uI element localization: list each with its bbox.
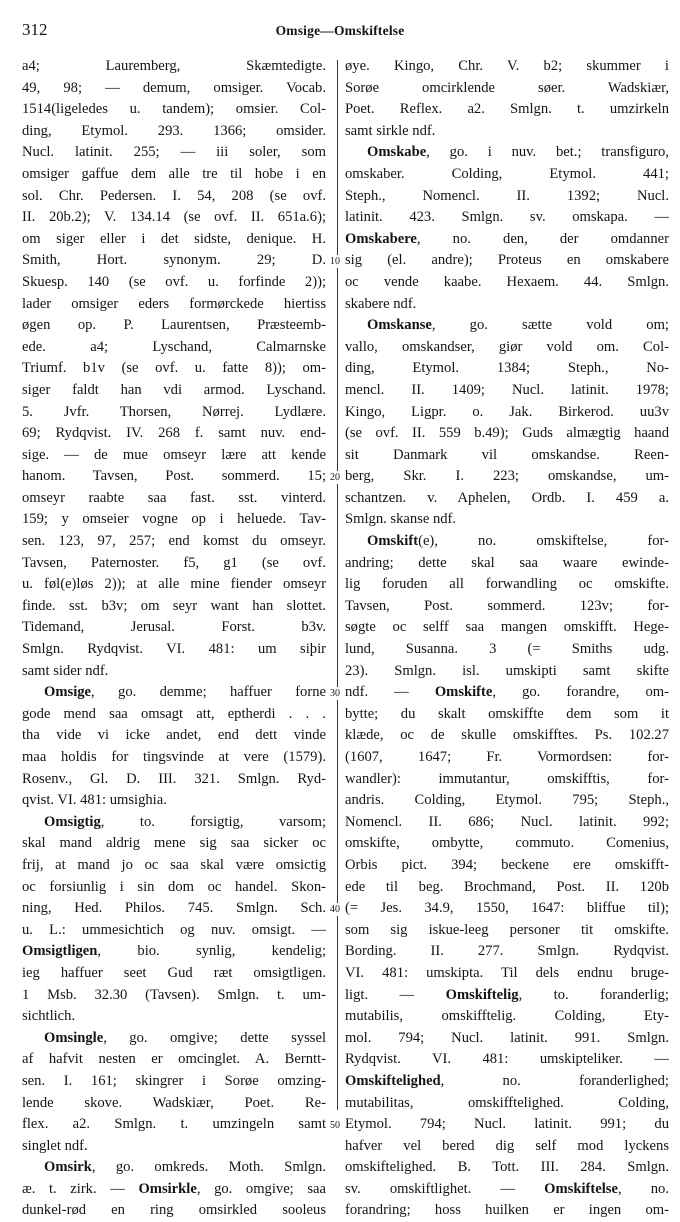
text-line	[22, 186, 326, 208]
text-line	[345, 963, 669, 985]
line-text: , go. forandre, om-	[492, 684, 669, 701]
line-text: ding, Etymol. 293. 1366; omsider.	[22, 122, 326, 139]
line-text: omsiger gaffue dem alle tre til hobe i en	[22, 165, 326, 182]
line-text: 1514(ligeledes u. tandem); omsier. Col-	[22, 101, 326, 118]
line-text: , go. omgive; dette syssel	[103, 1029, 326, 1046]
line-text: Poet. Reflex. a2. Smlgn. t. umzirkeln	[345, 101, 669, 118]
line-text: skabere ndf.	[345, 295, 417, 312]
text-line	[345, 790, 669, 812]
text-line	[22, 1071, 326, 1093]
margin-line-number: 20	[326, 471, 344, 484]
line-text: qvist. VI. 481: umsighia.	[22, 792, 167, 809]
line-text: Sorøe omcirklende søer. Wadskiær,	[345, 79, 669, 96]
text-line	[345, 423, 669, 445]
margin-line-number: 10	[326, 255, 344, 268]
text-line	[22, 963, 326, 985]
line-text: frij, at mand jo oc saa skal være omsictig	[22, 856, 326, 873]
line-text: 49, 98; — demum, omsiger. Vocab.	[22, 79, 326, 96]
line-text: (e), no. omskiftelse, for-	[418, 533, 669, 550]
line-text: søgte oc selff saa mangen omskifft. Hege-	[345, 619, 669, 636]
line-text: VI. 481: umskipta. Til dels endnu bruge-	[345, 964, 669, 981]
text-line	[345, 747, 669, 769]
line-text: Etymol. 794; Nucl. latinit. 991; du	[345, 1116, 669, 1133]
text-line	[22, 272, 326, 294]
text-line	[345, 704, 669, 726]
text-line	[345, 682, 669, 704]
line-text: a4; Lauremberg, Skæmtedigte.	[22, 58, 326, 74]
line-text: ndf. —	[345, 684, 435, 701]
line-text: , no. den, der omdanner	[416, 230, 669, 247]
headword: Omsigtligen	[22, 943, 98, 960]
line-text: Steph., Nomencl. II. 1392; Nucl.	[345, 187, 669, 204]
text-line	[345, 99, 669, 121]
line-text: sen. 123, 97, 257; end komst du omseyr.	[22, 533, 326, 550]
text-line	[22, 1179, 326, 1201]
text-line	[22, 402, 326, 424]
text-line	[345, 769, 669, 791]
text-line	[22, 639, 326, 661]
text-line	[345, 78, 669, 100]
line-text: forandring; hoss huilken er ingen om-	[345, 1202, 669, 1219]
text-line	[345, 531, 669, 553]
line-text: æ. t. zirk. —	[22, 1180, 139, 1197]
text-line	[22, 877, 326, 899]
line-text: af hafvit nesten er omcinglet. A. Berntt-	[22, 1051, 326, 1068]
line-text: singlet ndf.	[22, 1137, 88, 1154]
line-text: andris. Colding, Etymol. 795; Steph.,	[345, 792, 669, 809]
text-line	[22, 661, 326, 683]
text-line	[345, 1049, 669, 1071]
line-text: Smith, Hort. synonym. 29; D.	[22, 252, 326, 269]
text-line	[345, 877, 669, 899]
line-text: gode mend saa omsagt att, eptherdi . . .	[22, 705, 326, 722]
line-text: oc forsiunlig i sin dom oc handel. Skon-	[22, 878, 326, 895]
line-text: ding, Etymol. 1384; Steph., No-	[345, 360, 669, 377]
text-line	[22, 1157, 326, 1179]
text-line	[22, 898, 326, 920]
headword: Omskift	[367, 533, 419, 550]
line-text: (= Jes. 34.9, 1550, 1647: bliffue til);	[345, 900, 669, 917]
text-line	[22, 1093, 326, 1115]
line-text: , go. omgive; saa	[196, 1180, 326, 1197]
line-text: Smlgn. Rydqvist. VI. 481: um siþir	[22, 641, 326, 658]
line-text: 159; y omseier vogne op i heluede. Tav-	[22, 511, 326, 528]
text-line	[345, 1071, 669, 1093]
text-line	[345, 1028, 669, 1050]
line-text: mutabilitas, omskifftelighed. Colding,	[345, 1094, 669, 1111]
text-line	[22, 445, 326, 467]
text-line	[345, 164, 669, 186]
line-text: ligt. —	[345, 986, 446, 1003]
text-line	[345, 639, 669, 661]
text-line	[345, 833, 669, 855]
text-line	[22, 553, 326, 575]
text-line	[345, 229, 669, 251]
line-text: hanom. Tavsen, Post. sommerd. 15;	[22, 468, 326, 485]
text-line	[22, 466, 326, 488]
text-line	[22, 294, 326, 316]
line-text: u. L.: ummesichtich og nuv. omsigt. —	[22, 921, 326, 938]
line-text: klæde, oc de skulle omskifftes. Ps. 102.27	[345, 727, 669, 744]
text-line	[22, 682, 326, 704]
text-line	[345, 358, 669, 380]
text-line	[345, 898, 669, 920]
line-text: Rosenv., Gl. D. III. 321. Smlgn. Ryd-	[22, 770, 326, 787]
line-text: 23). Smlgn. isl. umskipti samt skifte	[345, 662, 669, 679]
text-line	[345, 142, 669, 164]
text-line	[345, 985, 669, 1007]
line-text: oc vende kaabe. Hexaem. 44. Smlgn.	[345, 273, 669, 290]
line-text: sit Danmark vil omskandse. Reen-	[345, 446, 669, 463]
text-line	[22, 358, 326, 380]
line-text: Rydqvist. VI. 481: umskipteliker. —	[345, 1051, 669, 1068]
line-text: u. føl(e)løs 2)); at alle mine fiender omseyr	[22, 576, 326, 593]
text-line	[22, 985, 326, 1007]
text-line	[345, 920, 669, 942]
line-text: 5. Jvfr. Thorsen, Nørrej. Lydlære.	[22, 403, 326, 420]
text-line	[22, 78, 326, 100]
line-text: Kingo, Ligpr. o. Jak. Birkerod. uu3v	[345, 403, 669, 420]
text-line	[22, 833, 326, 855]
line-text: omseyr raabte saa fast. sst. vinterd.	[22, 489, 326, 506]
headword: Omskiftelse	[544, 1180, 618, 1197]
line-text: (1607, 1647; Fr. Vormordsen: for-	[345, 749, 669, 765]
line-text: hafver vel bered dig self mod lyckens	[345, 1137, 669, 1154]
text-line	[22, 1114, 326, 1136]
line-text: andring; dette skal saa waare ewinde-	[345, 554, 669, 571]
line-text: , to. foranderlig;	[518, 986, 669, 1003]
text-line	[345, 272, 669, 294]
line-text: , go. omkreds. Moth. Smlgn.	[91, 1159, 326, 1176]
text-line	[345, 1114, 669, 1136]
text-line	[345, 574, 669, 596]
text-line	[345, 488, 669, 510]
text-line	[22, 1049, 326, 1071]
text-line	[22, 1136, 326, 1158]
line-text: omskiftelighed. B. Tott. III. 284. Smlgn.	[345, 1159, 669, 1176]
line-text: Bording. II. 277. Smlgn. Rydqvist.	[345, 943, 669, 960]
text-line	[22, 941, 326, 963]
text-line	[22, 250, 326, 272]
headword: Omsirkle	[138, 1180, 197, 1197]
line-text: som sig iskue-leeg personer tit omskifte.	[345, 921, 669, 938]
line-text: sv. omskiftlighet. —	[345, 1180, 545, 1197]
page-number: 312	[22, 20, 48, 39]
text-line	[345, 466, 669, 488]
text-line	[345, 1157, 669, 1179]
line-text: Smlgn. skanse ndf.	[345, 511, 457, 528]
line-text: Skuesp. 140 (se ovf. u. forfinde 2));	[22, 273, 326, 290]
line-text: omskaber. Colding, Etymol. 441;	[345, 165, 669, 182]
line-text: Nomencl. II. 686; Nucl. latinit. 992;	[345, 813, 669, 830]
margin-line-number: 30	[326, 687, 344, 700]
line-text: Triumf. b1v (se ovf. u. fatte 8)); om-	[22, 360, 326, 377]
line-text: skal mand aldrig mene sig saa sicker oc	[22, 835, 326, 852]
line-text: mutabilis, omskifftelig. Colding, Ety-	[345, 1008, 669, 1025]
headword: Omskiftelig	[445, 986, 519, 1003]
line-text: , no. foranderlighed;	[440, 1072, 669, 1089]
text-line	[22, 1028, 326, 1050]
line-text: berg, Skr. I. 223; omskandse, um-	[345, 468, 669, 485]
text-line	[22, 380, 326, 402]
text-line	[345, 250, 669, 272]
text-line	[22, 1200, 326, 1222]
text-line	[345, 445, 669, 467]
line-text: mol. 794; Nucl. latinit. 991. Smlgn.	[345, 1029, 669, 1046]
line-text: Tidemand, Jerusal. Forst. b3v.	[22, 619, 326, 636]
margin-line-number: 50	[326, 1119, 344, 1132]
text-line	[22, 423, 326, 445]
line-text: schantzen. v. Aphelen, Ordb. I. 459 a.	[345, 489, 669, 506]
text-line	[22, 574, 326, 596]
text-line	[345, 941, 669, 963]
line-text: , go. i nuv. bet.; transfiguro,	[426, 144, 669, 161]
line-text: sichtlich.	[22, 1008, 76, 1025]
text-line	[345, 294, 669, 316]
headword: Omskabe	[367, 144, 427, 161]
text-line	[22, 812, 326, 834]
line-text: lig foruden all forwandling oc omskifte.	[345, 576, 669, 593]
text-line	[22, 790, 326, 812]
text-line	[345, 661, 669, 683]
line-text: Nucl. latinit. 255; — iii soler, som	[22, 144, 326, 161]
headword: Omsigtig	[44, 813, 101, 830]
line-text: mencl. II. 1409; Nucl. latinit. 1978;	[345, 381, 669, 398]
line-text: flex. a2. Smlgn. t. umzingeln samt	[22, 1116, 326, 1133]
line-text: sige. — de mue omseyr lære att kende	[22, 446, 326, 463]
text-line	[345, 402, 669, 424]
text-line	[345, 553, 669, 575]
text-line	[345, 1136, 669, 1158]
line-text: Tavsen, Paternoster. f5, g1 (se ovf.	[22, 554, 326, 571]
line-text: II. 20b.2); V. 134.14 (se ovf. II. 651a.6);	[22, 209, 326, 226]
line-text: , to. forsigtig, varsom;	[100, 813, 326, 830]
text-line	[345, 337, 669, 359]
right-column	[345, 56, 669, 1222]
text-line	[22, 531, 326, 553]
text-line	[22, 56, 326, 78]
text-line	[22, 1006, 326, 1028]
line-text: bytte; du skalt omskiffte dem som it	[345, 705, 669, 722]
line-text: , go. sætte vold om;	[431, 317, 669, 334]
line-text: lund, Susanna. 3 (= Smiths udg.	[345, 641, 669, 658]
text-line	[22, 596, 326, 618]
text-line	[22, 164, 326, 186]
column-divider	[337, 60, 338, 1110]
line-text: dunkel-rød en ring omsirkled sooleus	[22, 1202, 326, 1219]
text-line	[22, 617, 326, 639]
line-text: lende skove. Wadskiær, Poet. Re-	[22, 1094, 326, 1111]
line-text: , no.	[617, 1180, 669, 1197]
text-line	[345, 812, 669, 834]
line-text: samt sirkle ndf.	[345, 122, 436, 139]
line-text: (se ovf. II. 559 b.49); Guds almægtig haand	[345, 425, 669, 442]
text-line	[22, 121, 326, 143]
text-line	[22, 337, 326, 359]
line-text: lader omsiger eders formørckede hiertiss	[22, 295, 326, 312]
page-header	[0, 20, 680, 44]
headword: Omskanse	[367, 317, 432, 334]
left-column	[22, 56, 326, 1222]
text-line	[345, 56, 669, 78]
text-line	[22, 315, 326, 337]
line-text: ede. a4; Lyschand, Calmarnske	[22, 338, 326, 355]
line-text: sen. I. 161; skingrer i Sorøe omzing-	[22, 1072, 326, 1089]
text-line	[345, 1200, 669, 1222]
line-text: ning, Hed. Philos. 745. Smlgn. Sch.	[22, 900, 326, 917]
line-text: Tavsen, Post. sommerd. 123v; for-	[345, 597, 669, 614]
line-text: , go. demme; haffuer forne	[91, 684, 326, 701]
line-text: wandler): immutantur, omskifftis, for-	[345, 770, 669, 787]
headword: Omskiftelighed	[345, 1072, 441, 1089]
text-line	[22, 704, 326, 726]
margin-line-number: 40	[326, 903, 344, 916]
line-text: Orbis pict. 394; beckene ere omskifft-	[345, 856, 669, 873]
line-text: tha vide vi icke andet, end dett vinde	[22, 727, 326, 744]
line-text: omskifte, ombytte, commuto. Comenius,	[345, 835, 669, 852]
line-text: øgen op. P. Laurentsen, Præsteemb-	[22, 317, 326, 334]
line-text: 1 Msb. 32.30 (Tavsen). Smlgn. t. um-	[22, 986, 326, 1003]
text-line	[22, 488, 326, 510]
text-line	[345, 186, 669, 208]
text-line	[345, 121, 669, 143]
line-text: sol. Chr. Pedersen. I. 54, 208 (se ovf.	[22, 187, 326, 204]
text-line	[345, 596, 669, 618]
text-line	[22, 142, 326, 164]
headword: Omskifte	[434, 684, 493, 701]
line-text: ieg haffuer seet Gud ræt omsigtligen.	[22, 964, 326, 981]
text-line	[22, 509, 326, 531]
text-line	[345, 315, 669, 337]
headword: Omsige	[44, 684, 92, 701]
headword: Omsirk	[44, 1159, 92, 1176]
text-line	[22, 855, 326, 877]
line-text: vallo, omskandser, giør vold om. Col-	[345, 338, 669, 355]
line-text: om siger eller i det sidste, denique. H.	[22, 230, 326, 247]
running-title: Omsige—Omskiftelse	[275, 23, 405, 38]
text-line	[345, 380, 669, 402]
text-line	[22, 99, 326, 121]
line-text: øye. Kingo, Chr. V. b2; skummer i	[345, 58, 669, 74]
line-text: maa holdis for tingsvinde at vere (1579).	[22, 749, 326, 765]
text-line	[345, 855, 669, 877]
text-line	[345, 207, 669, 229]
text-line	[22, 920, 326, 942]
text-line	[22, 747, 326, 769]
line-text: , bio. synlig, kendelig;	[97, 943, 326, 960]
line-text: sig (el. andre); Proteus en omskabere	[345, 252, 669, 269]
text-line	[345, 509, 669, 531]
line-text: samt sider ndf.	[22, 662, 109, 679]
line-text: siger faldt han vdi armod. Lyschand.	[22, 381, 326, 398]
text-line	[345, 617, 669, 639]
headword: Omsingle	[44, 1029, 104, 1046]
text-line	[345, 1093, 669, 1115]
text-line	[345, 1179, 669, 1201]
line-text: 69; Rydqvist. IV. 268 f. samt nuv. end-	[22, 425, 326, 442]
text-line	[22, 207, 326, 229]
headword: Omskabere	[345, 230, 417, 247]
text-line	[345, 725, 669, 747]
line-text: finde. sst. b3v; om seyr want han slottet.	[22, 597, 326, 614]
text-line	[22, 769, 326, 791]
text-line	[345, 1006, 669, 1028]
line-text: latinit. 423. Smlgn. sv. omskapa. —	[345, 209, 669, 226]
text-line	[22, 229, 326, 251]
line-text: ede til beg. Brochmand, Post. II. 120b	[345, 878, 669, 895]
text-line	[22, 725, 326, 747]
